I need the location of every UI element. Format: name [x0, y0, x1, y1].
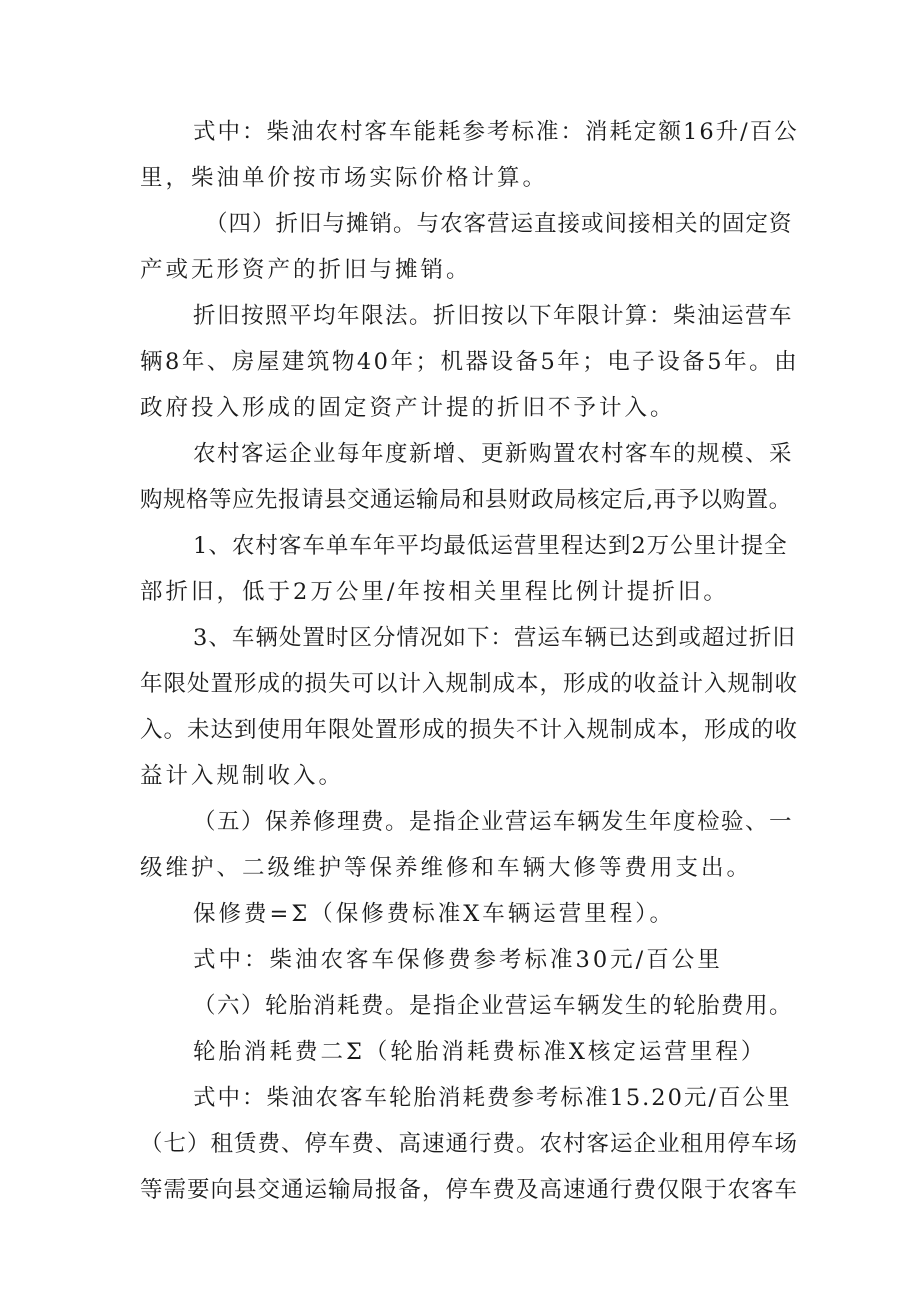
section-heading: （五）保养修理费。是指企业营运车辆发生年度检验、一 — [193, 809, 794, 835]
formula-line: 保修费=Σ（保修费标准X车辆运营里程）。 — [193, 901, 676, 927]
text-line: 购规格等应先报请县交通运输局和县财政局核定后,再予以购置。 — [140, 487, 792, 513]
text-line: 式中：柴油农客车保修费参考标准30元/百公里 — [193, 947, 723, 973]
text-line: 折旧按照平均年限法。折旧按以下年限计算：柴油运营车 — [193, 303, 794, 329]
section-heading: （七）租赁费、停车费、高速通行费。农村客运企业租用停车场 — [140, 1131, 799, 1157]
text-line: 等需要向县交通运输局报备，停车费及高速通行费仅限于农客车 — [140, 1177, 799, 1203]
section-heading: （六）轮胎消耗费。是指企业营运车辆发生的轮胎费用。 — [193, 993, 794, 1019]
text-line: 1、农村客车单车年平均最低运营里程达到2万公里计提全 — [193, 533, 788, 559]
section-heading: （四）折旧与摊销。与农客营运直接或间接相关的固定资 — [205, 211, 793, 237]
formula-line: 轮胎消耗费二Σ（轮胎消耗费标准X核定运营里程） — [193, 1039, 767, 1065]
text-line: 辆8年、房屋建筑物40年；机器设备5年；电子设备5年。由 — [140, 349, 800, 375]
text-line: 政府投入形成的固定资产计提的折旧不予计入。 — [140, 395, 676, 421]
text-line: 入。未达到使用年限处置形成的损失不计入规制成本，形成的收 — [140, 717, 799, 743]
text-line: 里，柴油单价按市场实际价格计算。 — [140, 165, 549, 191]
text-line: 式中：柴油农客车轮胎消耗费参考标准15.20元/百公里 — [193, 1085, 792, 1111]
text-line: 3、车辆处置时区分情况如下：营运车辆已达到或超过折旧 — [193, 625, 796, 651]
text-line: 年限处置形成的损失可以计入规制成本，形成的收益计入规制收 — [140, 671, 799, 697]
text-line: 级维护、二级维护等保养维修和车辆大修等费用支出。 — [140, 855, 753, 881]
text-line: 产或无形资产的折旧与摊销。 — [140, 257, 472, 283]
text-line: 益计入规制收入。 — [140, 763, 345, 789]
text-line: 式中：柴油农村客车能耗参考标准：消耗定额16升/百公 — [193, 119, 799, 145]
text-line: 农村客运企业每年度新增、更新购置农村客车的规模、采 — [193, 441, 794, 467]
text-line: 部折旧，低于2万公里/年按相关里程比例计提折旧。 — [140, 579, 729, 605]
